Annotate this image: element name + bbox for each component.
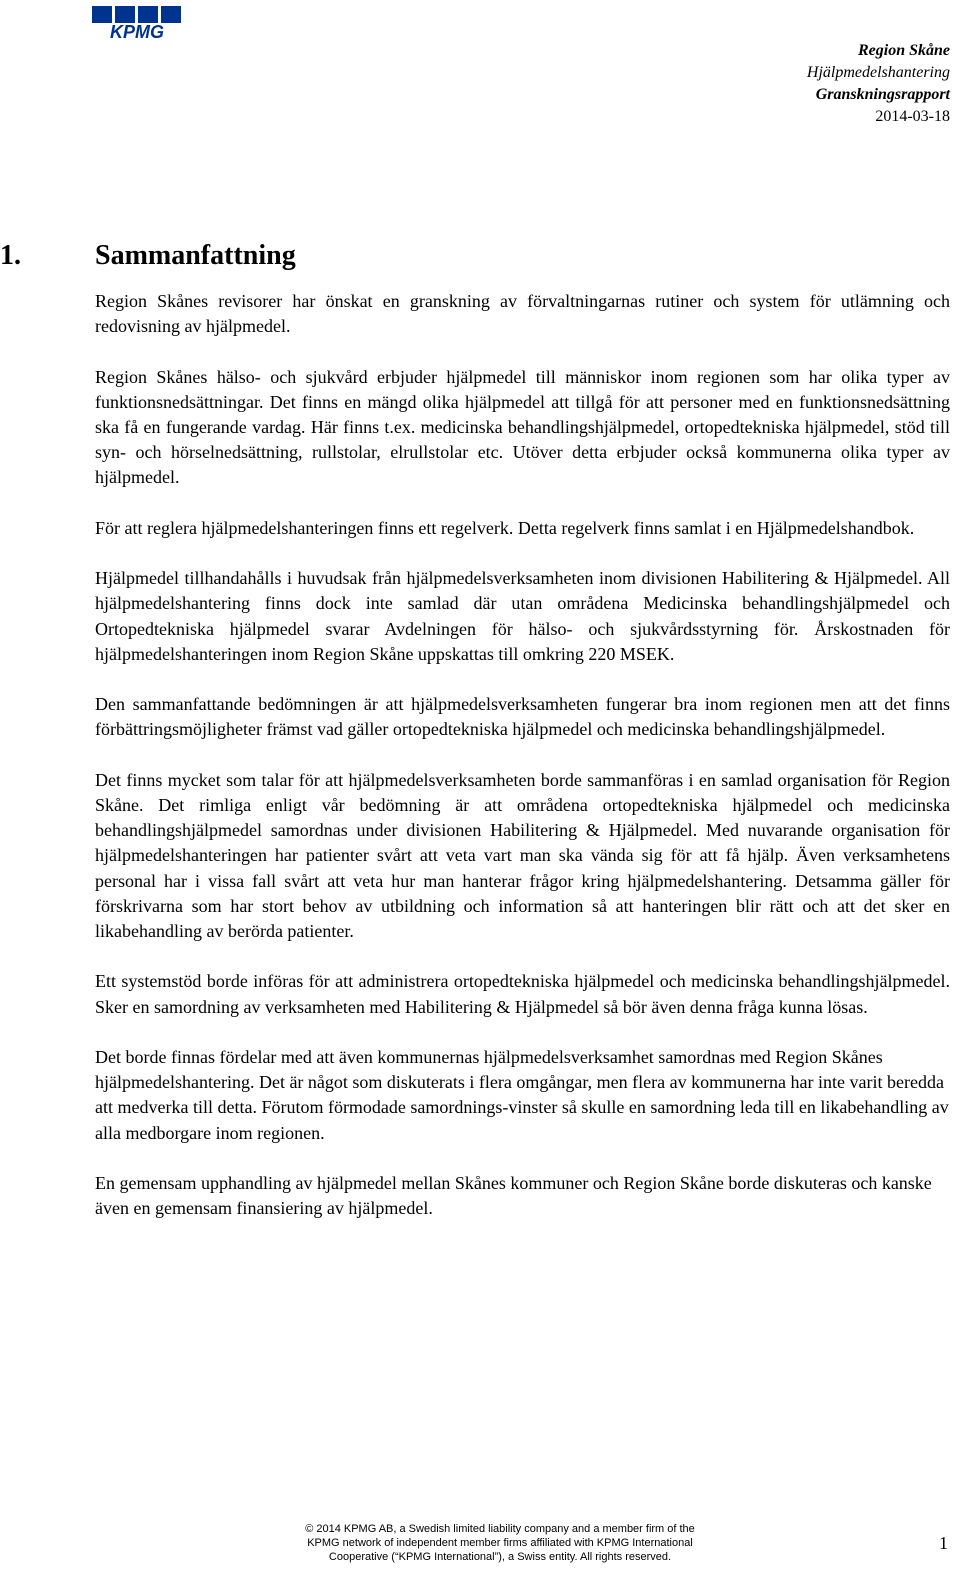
section-heading bbox=[0, 238, 296, 274]
page-number: 1 bbox=[939, 1533, 948, 1553]
paragraph: Det finns mycket som talar för att hjälpmedelsverksamheten borde sammanföras i en samlad organisation för Region Skåne. Det rimliga enligt vår bedömning är att områdena ortopedtekniska hjälpmedel och medicinska behandlingshjälpmedel samordnas under divisionen Habilitering & Hjälpmedel. Med nuvarande organisation för hjälpmedelshanteringen har patienter svårt att veta vart man ska vända sig för att få hjälp. Även verksamhetens personal har i vissa fall svårt att veta hur man hanterar frågor kring hjälpmedelshantering. Detsamma gäller för förskrivarna som har stort behov av utbildning och information så att hanteringen blir rätt och att det sker en likabehandling av berörda patienter. bbox=[95, 769, 950, 941]
paragraph: Den sammanfattande bedömningen är att hjälpmedelsverksamheten fungerar bra inom regionen men att det finns förbättringsmöjligheter främst vad gäller ortopedtekniska hjälpmedel och medicinska behandlingshjälpmedel. bbox=[95, 694, 950, 740]
header-report-type: Granskningsrapport bbox=[815, 86, 950, 103]
logo-wordmark: KPMG bbox=[110, 22, 164, 42]
section-number: 1. bbox=[0, 240, 21, 271]
section-title: Sammanfattning bbox=[95, 240, 296, 271]
kpmg-logo-icon bbox=[92, 6, 182, 42]
paragraph: Region Skånes revisorer har önskat en granskning av förvaltningarnas rutiner och system för utlämning och redovisning av hjälpmedel. bbox=[95, 291, 950, 337]
summary-body bbox=[95, 289, 950, 1247]
paragraph: En gemensam upphandling av hjälpmedel mellan Skånes kommuner och Region Skåne borde diskuteras och kanske även en gemensam finansiering av hjälpmedel. bbox=[95, 1172, 932, 1219]
paragraph: Hjälpmedel tillhandahålls i huvudsak från hjälpmedelsverksamheten inom divisionen Habilitering & Hjälpmedel. All hjälpmedelshantering finns dock inte samlad där utan områdena Medicinska behandlingshjälpmedel och Ortopedtekniska hjälpmedel svarar Avdelningen för hälso- och sjukvårdsstyrning för. Årskostnaden för hjälpmedelshanteringen inom Region Skåne uppskattas till omkring 220 MSEK. bbox=[95, 568, 950, 664]
header-date: 2014-03-18 bbox=[875, 108, 950, 125]
paragraph: För att reglera hjälpmedelshanteringen finns ett regelverk. Detta regelverk finns samlat i en Hjälpmedelshandbok. bbox=[95, 517, 915, 538]
header-org: Region Skåne bbox=[857, 42, 950, 59]
paragraph: Ett systemstöd borde införas för att administrera ortopedtekniska hjälpmedel och medicinska behandlingshjälpmedel. Sker en samordning av verksamheten med Habilitering & Hjälpmedel så bör även denna fråga kunna lösas. bbox=[95, 971, 950, 1017]
report-header bbox=[807, 40, 950, 128]
paragraph: Det borde finnas fördelar med att även kommunernas hjälpmedelsverksamhet samordnas med Region Skånes hjälpmedelshantering. Det är något som diskuterats i flera omgångar, men flera av kommunerna har inte varit beredda att medverka till detta. Förutom förmodade samordnings-vinster så skulle en samordning leda till en likabehandling av alla medborgare inom regionen. bbox=[95, 1046, 949, 1143]
footer-line: Cooperative (“KPMG International”), a Swiss entity. All rights reserved. bbox=[328, 1551, 672, 1563]
copyright-footer bbox=[280, 1522, 720, 1564]
paragraph: Region Skånes hälso- och sjukvård erbjuder hjälpmedel till människor inom regionen som har olika typer av funktionsnedsättningar. Det finns en mängd olika hjälpmedel att tillgå för att personer med en funktionsnedsättning ska få en fungerande vardag. Här finns t.ex. medicinska behandlingshjälpmedel, ortopedtekniska hjälpmedel, stöd till syn- och hörselnedsättning, rullstolar, elrullstolar etc. Utöver detta erbjuder också kommunerna olika typer av hjälpmedel. bbox=[95, 366, 950, 488]
header-topic: Hjälpmedelshantering bbox=[806, 64, 950, 81]
footer-line: KPMG network of independent member firms affiliated with KPMG International bbox=[307, 1537, 693, 1549]
footer-line: © 2014 KPMG AB, a Swedish limited liability company and a member firm of the bbox=[305, 1523, 695, 1535]
kpmg-logo bbox=[92, 6, 182, 42]
